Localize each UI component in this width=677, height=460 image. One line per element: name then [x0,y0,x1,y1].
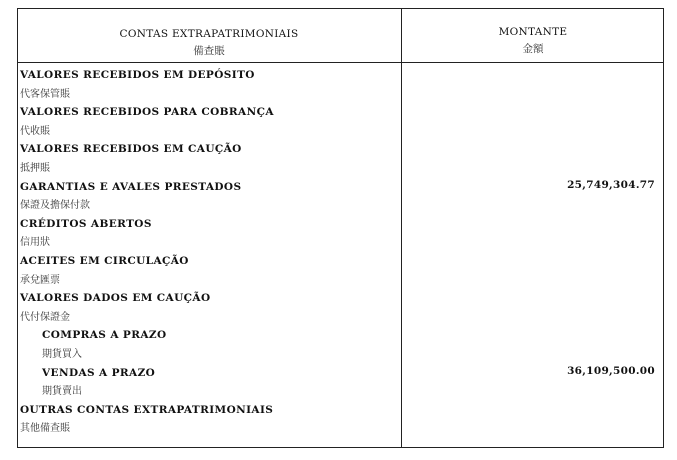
row-label-zh: 代付保證金 [20,311,70,323]
row-label-zh: 代收賬 [20,125,50,137]
row-label-zh: 其他備查賬 [20,423,70,435]
header-accounts-pt: CONTAS EXTRAPATRIMONIAIS [119,28,299,40]
row-label-pt: GARANTIAS E AVALES PRESTADOS 25,749,304.77 [20,176,660,195]
header-accounts [17,26,401,60]
amount-cell: 36,109,500.00 [567,364,655,377]
header-amount-pt: MONTANTE [498,26,568,38]
row-label-zh: 承兌匯票 [20,274,60,286]
row-label-pt: VALORES RECEBIDOS EM DEPÓSITO [20,69,255,81]
row-label-zh: 期貨買入 [42,348,82,360]
row-label-zh: 期貨賣出 [42,386,82,398]
row-label-pt: OUTRAS CONTAS EXTRAPATRIMONIAIS [20,403,274,416]
row-label-zh: 抵押賬 [20,162,50,174]
row-label-pt: ACEITES EM CIRCULAÇÃO [20,254,189,267]
header-amount-zh: 金額 [522,43,544,55]
header-accounts-zh: 備查賬 [193,45,225,57]
header-amount [402,24,664,58]
row-label-zh: 信用狀 [20,237,50,249]
amount-cell: 25,749,304.77 [567,178,655,191]
row-label-pt: VALORES DADOS EM CAUÇÃO [20,292,211,305]
row-label-pt: VALORES RECEBIDOS EM CAUÇÃO [20,143,242,156]
row-label-pt: VALORES RECEBIDOS PARA COBRANÇA [20,106,274,119]
account-rows [20,64,660,436]
row-label-zh: 代客保管賬 [20,88,70,100]
header-divider [17,62,664,63]
row-label-pt: COMPRAS A PRAZO [42,329,167,342]
row-label-zh: 保證及擔保付款 [20,200,90,212]
row-label-pt: VENDAS A PRAZO 36,109,500.00 [20,362,660,381]
row-label-pt: CRÉDITOS ABERTOS [20,217,152,230]
